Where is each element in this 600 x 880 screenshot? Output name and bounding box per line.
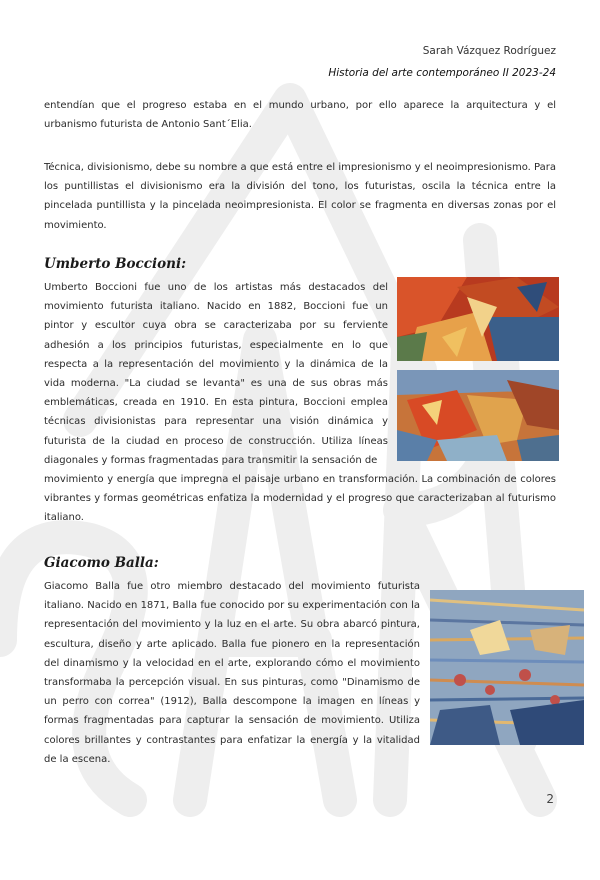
author-name: Sarah Vázquez Rodríguez — [422, 45, 556, 57]
boccioni-painting-bottom — [397, 370, 559, 461]
boccioni-text-continued: movimiento y energía que impregna el paisaje urbano en transformación. La combinación de colores vibrantes y formas geométricas enfatiza la modernidad y el progreso que caracterizaban al futurismo italiano. — [44, 474, 556, 524]
intro-continuation: entendían que el progreso estaba en el mundo urbano, por ello aparece la arquitectura y el urbanismo futurista de Antonio Sant´Elia. — [44, 100, 556, 131]
page-number: 2 — [546, 792, 554, 806]
technique-paragraph: Técnica, divisionismo, debe su nombre a que está entre el impresionismo y el neoimpresionismo. Para los puntillistas el divisionismo era la división del tono, los futuristas, oscila la técnica entre la pincelada puntillista y la pincelada neoimpresionista. El color se fragmenta en diversas zonas por el movimiento. — [44, 162, 556, 231]
course-title: Historia del arte contemporáneo II 2023-24 — [328, 67, 556, 79]
boccioni-heading: Umberto Boccioni: — [44, 256, 187, 272]
balla-heading: Giacomo Balla: — [44, 555, 159, 571]
balla-text: Giacomo Balla fue otro miembro destacado del movimiento futurista italiano. Nacido en 1871, Balla fue conocido por su experimentación con la representación del movimiento y la luz en el arte. Su obra abarcó pintura, escultura, diseño y arte aplicado. Balla fue pionero en la representación del dinamismo y la velocidad en el arte, explorando cómo el movimiento transformaba la percepción visual. En sus pinturas, como "Dinamismo de un perro con correa" (1912), Balla descompone la imagen en líneas y formas fragmentadas para capturar la sensación de movimiento. Utiliza colores brillantes y contrastantes para enfatizar la energía y la vitalidad de la escena. — [44, 581, 420, 765]
boccioni-painting-top — [397, 277, 559, 361]
balla-painting — [430, 590, 584, 745]
boccioni-text: Umberto Boccioni fue uno de los artistas más destacados del movimiento futurista italiano. Nacido en 1882, Boccioni fue un pintor y escultor cuya obra se caracterizaba por su ferviente adhesión a los principios futuristas, especialmente en lo que respecta a la representación del movimiento y la dinámica de la vida moderna. "La ciudad se levanta" es una de sus obras más emblemáticas, creada en 1910. En esta pintura, Boccioni emplea técnicas divisionistas para representar una visión dinámica y futurista de la ciudad en proceso de construcción. Utiliza líneas diagonales y formas fragmentadas para transmitir la sensación de — [44, 282, 388, 466]
